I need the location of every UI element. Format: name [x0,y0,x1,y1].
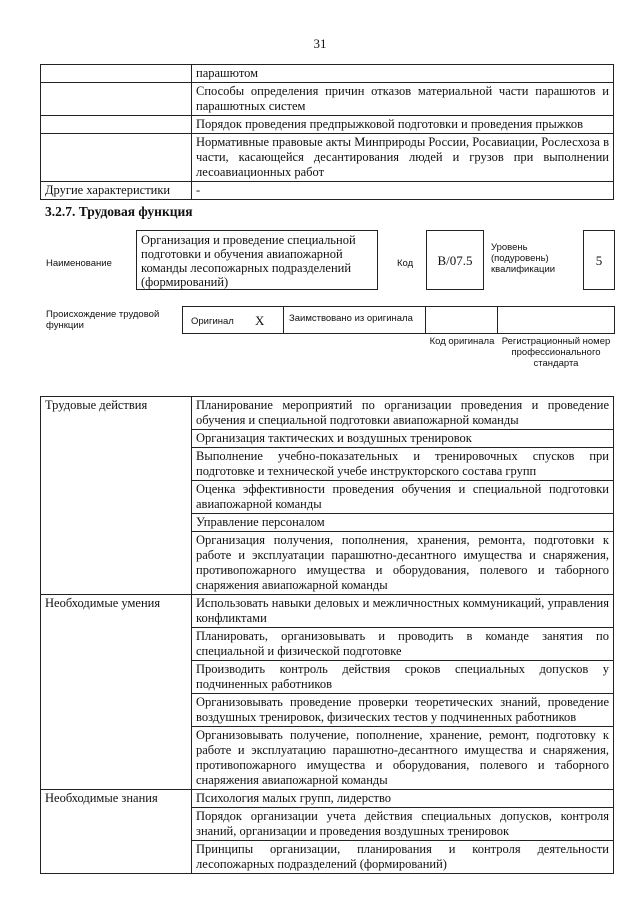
table-row [41,83,614,116]
list-item: Производить контроль действия сроков специальных допусков у подчиненных работников [192,661,614,694]
list-item: Нормативные правовые акты Минприроды России, Росавиации, Рослесхоза в части, касающейся десантирования людей и грузов при выполнении лесоавиационных работ [192,134,614,182]
reg-number-cell [497,306,615,334]
list-item: Использовать навыки деловых и межличностных коммуникаций, управления конфликтами [192,595,614,628]
original-cell [182,306,284,334]
function-details-table [40,396,614,874]
list-item: Выполнение учебно-показательных и тренировочных спусков при подготовке и технической учебе инструкторского состава групп [192,448,614,481]
level-label: Уровень (подуровень) квалификации [491,242,556,275]
table-row [41,790,614,808]
name-label: Наименование [46,258,112,269]
borrowed-cell [283,306,426,334]
table-row [41,134,614,182]
empty-label-cell [41,116,192,134]
list-item: Способы определения причин отказов материальной части парашютов и парашютных систем [192,83,614,116]
empty-label-cell [41,83,192,116]
table-row [41,595,614,628]
level-value: 5 [583,230,615,290]
code-label: Код [397,258,414,269]
table-row [41,397,614,430]
table-row [41,65,614,83]
other-characteristics-value: - [192,182,614,200]
code-caption: Код оригинала [429,336,495,347]
code-value: B/07.5 [426,230,484,290]
other-characteristics-label: Другие характеристики [41,182,192,200]
list-item: Оценка эффективности проведения обучения и специальной подготовки авиапожарной команды [192,481,614,514]
empty-label-cell [41,134,192,182]
list-item: Принципы организации, планирования и контроля деятельности лесопожарных подразделений (формирований) [192,841,614,874]
reg-caption: Регистрационный номер профессионального стандарта [501,336,611,369]
list-item: Порядок проведения предпрыжковой подготовки и проведения прыжков [192,116,614,134]
list-item: парашютом [192,65,614,83]
function-name-box: Организация и проведение специальной подготовки и обучения авиапожарной команды лесопожарных подразделений (формирований) [136,230,378,290]
continuation-table [40,64,614,200]
list-item: Организация тактических и воздушных тренировок [192,430,614,448]
original-code-cell [425,306,498,334]
origin-label: Происхождение трудовой функции [46,309,160,331]
list-item: Управление персоналом [192,514,614,532]
empty-label-cell [41,65,192,83]
section-label: Необходимые умения [41,595,192,790]
page-number: 31 [313,36,327,51]
borrowed-label: Заимствовано из оригинала [289,313,413,324]
list-item: Психология малых групп, лидерство [192,790,614,808]
list-item: Порядок организации учета действия специальных допусков, контроля знаний, организации и проведения воздушных тренировок [192,808,614,841]
list-item: Организовывать проведение проверки теоретических знаний, проведение воздушных тренировок, физических тестов у подчиненных работников [192,694,614,727]
list-item: Планирование мероприятий по организации проведения и проведение обучения и специальной подготовки авиапожарной команды [192,397,614,430]
original-mark: X [255,313,265,328]
table-row [41,182,614,200]
original-label: Оригинал [191,316,234,327]
section-title: 3.2.7. Трудовая функция [45,204,193,219]
list-item: Организовывать получение, пополнение, хранение, ремонт, подготовку к работе и эксплуатацию парашютно-десантного имущества и снаряжения, противопожарного имущества и оборудования, полевого и таборного снаряжения авиапожарной команды [192,727,614,790]
list-item: Организация получения, пополнения, хранения, ремонта, подготовки к работе и эксплуатации парашютно-десантного имущества и снаряжения, противопожарного имущества и оборудования, полевого и таборного снаряжения авиапожарной команды [192,532,614,595]
list-item: Планировать, организовывать и проводить в команде занятия по специальной и физической подготовке [192,628,614,661]
section-label: Необходимые знания [41,790,192,874]
table-row [41,116,614,134]
section-label: Трудовые действия [41,397,192,595]
